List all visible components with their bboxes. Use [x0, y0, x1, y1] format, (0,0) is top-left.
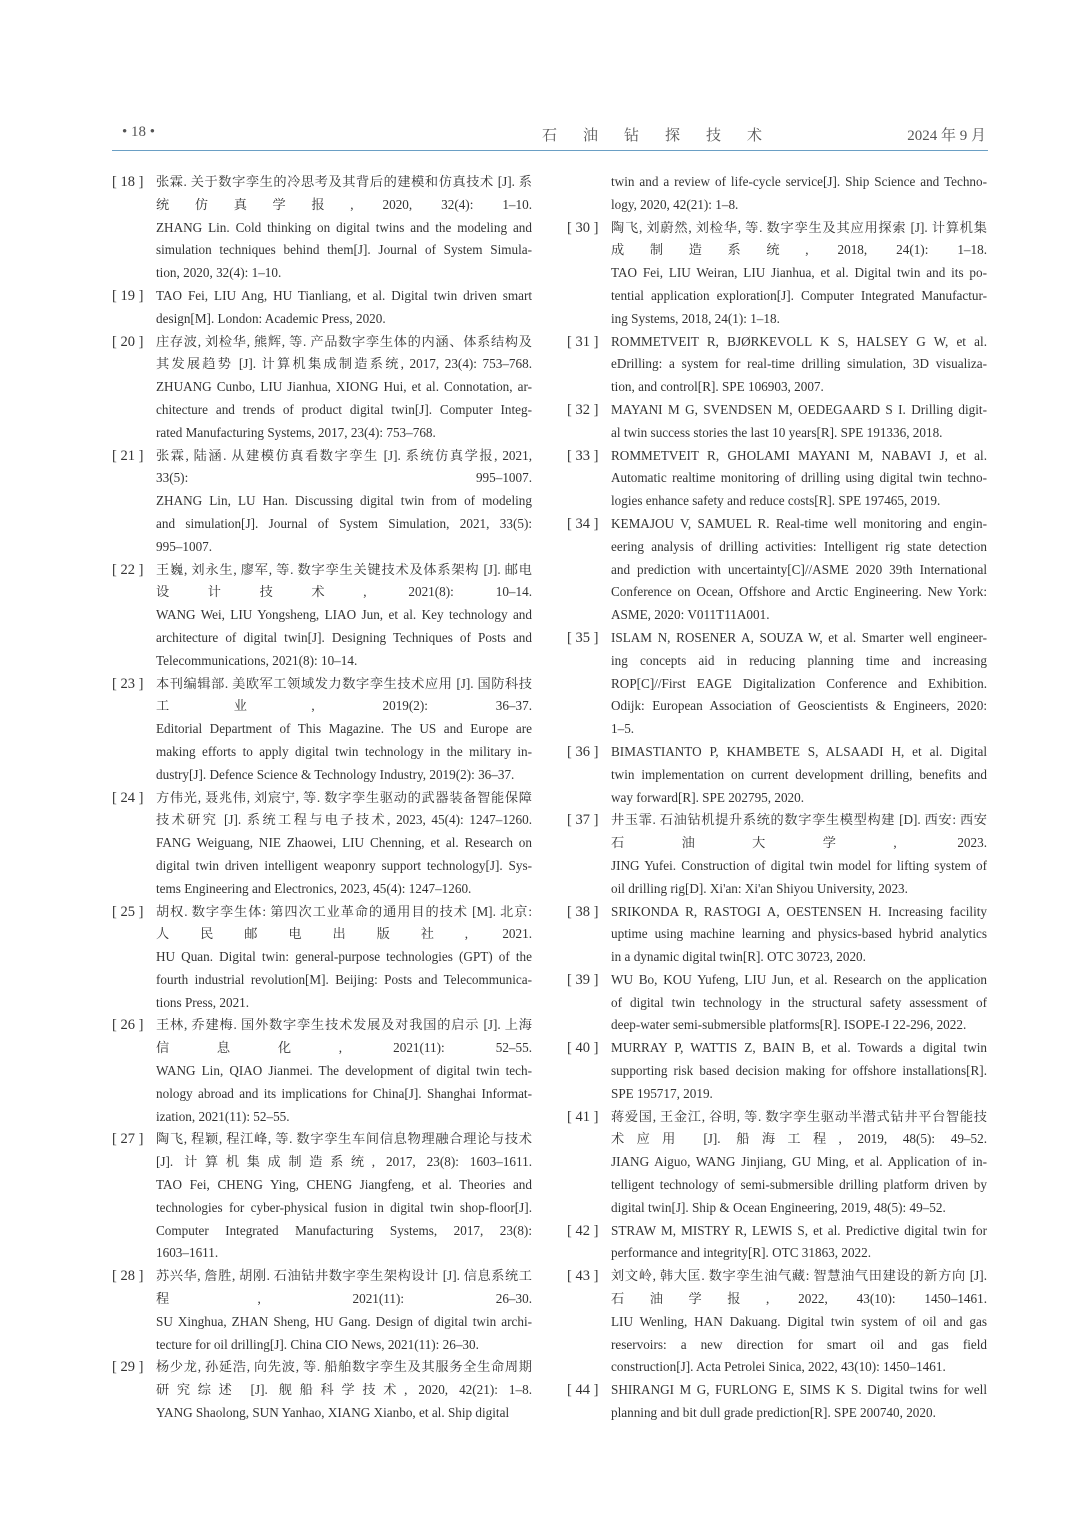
reference-line: ROMMETVEIT R, GHOLAMI MAYANI M, NABAVI J, et al.: [611, 447, 987, 463]
reference-entry: [112, 1014, 532, 1128]
reference-line: 人民邮电出版社, 2021.: [156, 926, 532, 942]
reference-line: 1603–1611.: [156, 1245, 219, 1261]
reference-line: nology abroad and its implications for China[J]. Shanghai Informat-: [156, 1085, 532, 1101]
reference-line: 苏兴华, 詹胜, 胡刚. 石油钻井数字孪生架构设计 [J]. 信息系统工: [156, 1268, 532, 1284]
reference-line: twin implementation on current development drilling, benefits and: [611, 766, 987, 782]
reference-entry: [112, 901, 532, 1015]
reference-number: [ 38 ]: [567, 903, 599, 920]
reference-line: ISLAM N, ROSENER A, SOUZA W, et al. Smarter well engineer-: [611, 629, 987, 645]
reference-line: ization, 2021(11): 52–55.: [156, 1108, 290, 1124]
reference-line: 术应用 [J]. 船海工程, 2019, 48(5): 49–52.: [611, 1131, 987, 1147]
reference-line: TAO Fei, LIU Weiran, LIU Jianhua, et al. Digital twin and its po-: [611, 265, 987, 281]
reference-line: architecture of digital twin[J]. Designing Techniques of Posts and: [156, 629, 532, 645]
left-column-references: [112, 171, 532, 1425]
reference-line: 刘文岭, 韩大匡. 数字孪生油气藏: 智慧油气田建设的新方向 [J].: [611, 1268, 987, 1284]
reference-entry: [567, 809, 987, 900]
reference-line: STRAW M, MISTRY R, LEWIS S, et al. Predictive digital twin for: [611, 1222, 987, 1238]
issue-date: 2024 年 9 月: [907, 128, 986, 144]
reference-line: TAO Fei, LIU Ang, HU Tianliang, et al. Digital twin driven smart: [156, 287, 532, 303]
reference-number: [ 34 ]: [567, 515, 599, 532]
reference-entry: [567, 741, 987, 809]
reference-line: ZHANG Lin, LU Han. Discussing digital twin from of modeling: [156, 493, 532, 509]
reference-line: 本刊编辑部. 美欧军工领域发力数字孪生技术应用 [J]. 国防科技: [156, 675, 532, 691]
reference-number: [ 27 ]: [112, 1131, 144, 1148]
reference-line: oil drilling rig[D]. Xi'an: Xi'an Shiyou University, 2023.: [611, 880, 908, 896]
reference-line: Computer Integrated Manufacturing Systems, 2017, 23(8):: [156, 1222, 532, 1238]
reference-line: 信息化, 2021(11): 52–55.: [156, 1040, 532, 1056]
reference-line: tential application exploration[J]. Computer Integrated Manufactur-: [611, 287, 987, 303]
reference-number: [ 20 ]: [112, 333, 144, 350]
reference-entry: [112, 787, 532, 901]
page-number: • 18 •: [122, 124, 156, 140]
reference-line: 统仿真学报, 2020, 32(4): 1–10.: [156, 196, 532, 212]
reference-line: ZHANG Lin. Cold thinking on digital twins and the modeling and: [156, 219, 532, 235]
reference-entry: [112, 285, 532, 331]
reference-number: [ 18 ]: [112, 174, 144, 190]
reference-entry: [567, 969, 987, 1037]
reference-line: 1–5.: [611, 721, 635, 737]
reference-number: [ 42 ]: [567, 1222, 599, 1239]
reference-entry: [112, 1265, 532, 1356]
reference-line: SU Xinghua, ZHAN Sheng, HU Gang. Design of digital twin archi-: [156, 1313, 532, 1329]
reference-line: digital twin[J]. Ship & Ocean Engineering, 2019, 48(5): 49–52.: [611, 1199, 946, 1215]
reference-line: FANG Weiguang, NIE Zhaowei, LIU Chenning, et al. Research on: [156, 835, 532, 851]
reference-line: of digital twin technology in the structural safety assessment of: [611, 994, 987, 1010]
reference-line: 995–1007.: [156, 538, 213, 554]
reference-number: [ 24 ]: [112, 789, 144, 806]
reference-line: planning and bit dull grade prediction[R]. SPE 200740, 2020.: [611, 1405, 936, 1421]
reference-line: JIANG Aiguo, WANG Jinjiang, GU Ming, et al. Application of in-: [611, 1154, 987, 1170]
reference-number: [ 26 ]: [112, 1017, 144, 1034]
reference-line: 王巍, 刘永生, 廖军, 等. 数字孪生关键技术及体系架构 [J]. 邮电: [156, 561, 532, 577]
reference-line: twin and a review of life-cycle service[J]. Ship Science and Techno-: [611, 174, 987, 189]
reference-line: dustry[J]. Defence Science & Technology Industry, 2019(2): 36–37.: [156, 766, 515, 782]
reference-number: [ 39 ]: [567, 971, 599, 988]
reference-line: performance and integrity[R]. OTC 31863, 2022.: [611, 1245, 872, 1261]
reference-number: [ 35 ]: [567, 629, 599, 646]
reference-line: 工业, 2019(2): 36–37.: [156, 698, 532, 714]
reference-line: 程, 2021(11): 26–30.: [156, 1291, 532, 1307]
reference-number: [ 41 ]: [567, 1108, 599, 1125]
reference-entry: [112, 673, 532, 787]
reference-entry: [112, 331, 532, 445]
reference-number: [ 31 ]: [567, 333, 599, 350]
reference-line: 其发展趋势 [J]. 计算机集成制造系统, 2017, 23(4): 753–768.: [156, 356, 532, 372]
reference-line: telligent technology of semi-submersible drilling platform driven by: [611, 1177, 987, 1193]
reference-line: 陶飞, 刘蔚然, 刘检华, 等. 数字孪生及其应用探索 [J]. 计算机集: [611, 219, 987, 235]
reference-line: logies enhance safety and reduce costs[R]. SPE 197465, 2019.: [611, 493, 941, 509]
reference-line: JING Yufei. Construction of digital twin model for lifting system of: [611, 857, 987, 873]
reference-line: 蒋爱国, 王金江, 谷明, 等. 数字孪生驱动半潜式钻井平台智能技: [611, 1108, 987, 1124]
reference-entry: [112, 445, 532, 559]
reference-line: TAO Fei, CHENG Ying, CHENG Jiangfeng, et al. Theories and: [156, 1177, 532, 1193]
reference-line: 设计技术, 2021(8): 10–14.: [156, 584, 532, 600]
reference-entry: [112, 1128, 532, 1265]
reference-line: rated Manufacturing Systems, 2017, 23(4): 753–768.: [156, 424, 436, 440]
reference-line: 庄存波, 刘检华, 熊辉, 等. 产品数字孪生体的内涵、体系结构及: [156, 333, 532, 349]
reference-line: tion, and control[R]. SPE 106903, 2007.: [611, 379, 824, 395]
reference-line: 石油学报, 2022, 43(10): 1450–1461.: [611, 1291, 987, 1307]
reference-entry: [567, 217, 987, 331]
reference-entry: [567, 445, 987, 513]
journal-title: 石油钻探技术: [542, 128, 789, 144]
reference-line: 成制造系统, 2018, 24(1): 1–18.: [611, 242, 987, 258]
reference-line: design[M]. London: Academic Press, 2020.: [156, 310, 386, 326]
reference-number: [ 22 ]: [112, 561, 144, 578]
reference-line: 方伟光, 聂兆伟, 刘宸宁, 等. 数字孪生驱动的武器装备智能保障: [156, 789, 532, 805]
reference-number: [ 44 ]: [567, 1382, 599, 1399]
reference-entry: [112, 1356, 532, 1424]
reference-entry: [567, 901, 987, 969]
reference-line: uptime using machine learning and physics-based hybrid analytics: [611, 926, 987, 942]
reference-entry: [567, 1106, 987, 1220]
reference-entry: [567, 171, 987, 217]
reference-number: [ 33 ]: [567, 447, 599, 464]
reference-line: technologies for cyber-physical fusion in digital twin shop-floor[J].: [156, 1199, 532, 1215]
reference-line: SRIKONDA R, RASTOGI A, OESTENSEN H. Increasing facility: [611, 903, 987, 919]
reference-line: HU Quan. Digital twin: general-purpose technologies (GPT) of the: [156, 949, 532, 965]
reference-number: [ 40 ]: [567, 1040, 599, 1057]
reference-line: [J]. 计算机集成制造系统, 2017, 23(8): 1603–1611.: [156, 1154, 532, 1170]
reference-number: [ 19 ]: [112, 287, 144, 304]
reference-line: Telecommunications, 2021(8): 10–14.: [156, 652, 358, 668]
reference-line: supporting risk based decision making for offshore installations[R].: [611, 1063, 987, 1079]
reference-line: and simulation[J]. Journal of System Simulation, 2021, 33(5):: [156, 515, 532, 531]
reference-entry: [112, 559, 532, 673]
reference-line: tion, 2020, 32(4): 1–10.: [156, 265, 282, 281]
reference-line: construction[J]. Acta Petrolei Sinica, 2022, 43(10): 1450–1461.: [611, 1359, 946, 1375]
reference-line: 研究综述 [J]. 舰船科学技术, 2020, 42(21): 1–8.: [156, 1382, 532, 1398]
reference-line: Automatic realtime monitoring of drilling using digital twin techno-: [611, 470, 987, 486]
reference-line: digital twin driven intelligent weaponry support technology[J]. Sys-: [156, 857, 532, 873]
reference-line: simulation techniques behind them[J]. Journal of System Simula-: [156, 242, 532, 258]
reference-line: SHIRANGI M G, FURLONG E, SIMS K S. Digital twins for well: [611, 1382, 987, 1398]
reference-line: ing concepts aid in reducing planning time and increasing: [611, 652, 987, 668]
reference-entry: [567, 1379, 987, 1425]
reference-line: chitecture and trends of product digital twin[J]. Computer Integ-: [156, 401, 532, 417]
reference-line: SPE 195717, 2019.: [611, 1085, 713, 1101]
reference-entry: [567, 399, 987, 445]
reference-line: 杨少龙, 孙延浩, 向先波, 等. 船舶数字孪生及其服务全生命周期: [156, 1359, 532, 1375]
reference-line: tions Press, 2021.: [156, 994, 250, 1010]
reference-line: LIU Wenling, HAN Dakuang. Digital twin system of oil and gas: [611, 1313, 987, 1329]
reference-line: 王林, 乔建梅. 国外数字孪生技术发展及对我国的启示 [J]. 上海: [156, 1017, 532, 1033]
reference-line: and prediction with uncertainty[C]//ASME 2020 39th International: [611, 561, 987, 577]
reference-line: reservoirs: a new direction for smart oil and gas field: [611, 1336, 987, 1352]
reference-number: [ 21 ]: [112, 447, 144, 464]
reference-number: [ 37 ]: [567, 812, 599, 829]
reference-number: [ 23 ]: [112, 675, 144, 692]
reference-number: [ 25 ]: [112, 903, 144, 920]
reference-line: WU Bo, KOU Yufeng, LIU Jun, et al. Research on the application: [611, 971, 987, 987]
reference-number: [ 32 ]: [567, 401, 599, 418]
reference-line: 33(5): 995–1007.: [156, 470, 532, 486]
reference-line: Odijk: European Association of Geoscientists & Engineers, 2020:: [611, 698, 987, 714]
reference-line: 井玉霏. 石油钻机提升系统的数字孪生模型构建 [D]. 西安: 西安: [611, 812, 987, 828]
reference-number: [ 43 ]: [567, 1268, 599, 1285]
reference-number: [ 28 ]: [112, 1268, 144, 1285]
reference-line: al twin success stories the last 10 years[R]. SPE 191336, 2018.: [611, 424, 943, 440]
reference-line: 石油大学, 2023.: [611, 835, 987, 851]
reference-line: 张霖, 陆涵. 从建模仿真看数字孪生 [J]. 系统仿真学报, 2021,: [156, 447, 532, 463]
reference-line: ing Systems, 2018, 24(1): 1–18.: [611, 310, 780, 326]
reference-number: [ 30 ]: [567, 219, 599, 236]
reference-entry: [567, 513, 987, 627]
reference-line: 胡权. 数字孪生体: 第四次工业革命的通用目的技术 [M]. 北京:: [156, 903, 532, 919]
reference-line: 技术研究 [J]. 系统工程与电子技术, 2023, 45(4): 1247–1260.: [156, 812, 532, 828]
reference-entry: [567, 331, 987, 399]
reference-line: 张霖. 关于数字孪生的冷思考及其背后的建模和仿真技术 [J]. 系: [156, 174, 532, 189]
reference-line: in a dynamic digital twin[R]. OTC 30723, 2020.: [611, 949, 866, 965]
reference-line: tecture for oil drilling[J]. China CIO News, 2021(11): 26–30.: [156, 1336, 479, 1352]
reference-line: WANG Lin, QIAO Jianmei. The development of digital twin tech-: [156, 1063, 532, 1079]
reference-entry: [567, 1265, 987, 1379]
reference-entry: [567, 627, 987, 741]
reference-line: YANG Shaolong, SUN Yanhao, XIANG Xianbo, et al. Ship digital: [156, 1405, 510, 1421]
reference-line: tems Engineering and Electronics, 2023, 45(4): 1247–1260.: [156, 880, 472, 896]
running-header: [112, 120, 988, 151]
reference-line: KEMAJOU V, SAMUEL R. Real-time well monitoring and engin-: [611, 515, 987, 531]
reference-line: ROP[C]//First EAGE Digitalization Conference and Exhibition.: [611, 675, 987, 691]
reference-line: making efforts to apply digital twin technology in the military in-: [156, 743, 532, 759]
reference-line: deep-water semi-submersible platforms[R]. ISOPE-I 22-296, 2022.: [611, 1017, 967, 1033]
reference-line: fourth industrial revolution[M]. Beijing: Posts and Telecommunica-: [156, 971, 532, 987]
reference-line: MURRAY P, WATTIS Z, BAIN B, et al. Towards a digital twin: [611, 1040, 987, 1056]
reference-entry: [567, 1220, 987, 1266]
reference-line: ROMMETVEIT R, BJØRKEVOLL K S, HALSEY G W, et al.: [611, 333, 987, 349]
reference-entry: [112, 171, 532, 285]
reference-entry: [567, 1037, 987, 1105]
reference-line: ZHUANG Cunbo, LIU Jianhua, XIONG Hui, et al. Connotation, ar-: [156, 379, 532, 395]
reference-line: WANG Wei, LIU Yongsheng, LIAO Jun, et al. Key technology and: [156, 607, 532, 623]
reference-line: eDrilling: a system for real-time drilling simulation, 3D visualiza-: [611, 356, 987, 372]
reference-line: ASME, 2020: V011T11A001.: [611, 607, 770, 623]
reference-number: [ 36 ]: [567, 743, 599, 760]
reference-line: Editorial Department of This Magazine. The US and Europe are: [156, 721, 532, 737]
reference-line: BIMASTIANTO P, KHAMBETE S, ALSAADI H, et al. Digital: [611, 743, 987, 759]
reference-line: way forward[R]. SPE 202795, 2020.: [611, 789, 805, 805]
reference-line: 陶飞, 程颖, 程江峰, 等. 数字孪生车间信息物理融合理论与技术: [156, 1131, 532, 1147]
reference-line: Conference on Ocean, Offshore and Arctic Engineering. New York:: [611, 584, 987, 600]
reference-line: eering analysis of drilling activities: Intelligent rig state detection: [611, 538, 987, 554]
reference-number: [ 29 ]: [112, 1359, 144, 1376]
reference-line: MAYANI M G, SVENDSEN M, OEDEGAARD S I. Drilling digit-: [611, 401, 987, 417]
reference-line: logy, 2020, 42(21): 1–8.: [611, 196, 739, 212]
right-column-references: [567, 171, 987, 1425]
